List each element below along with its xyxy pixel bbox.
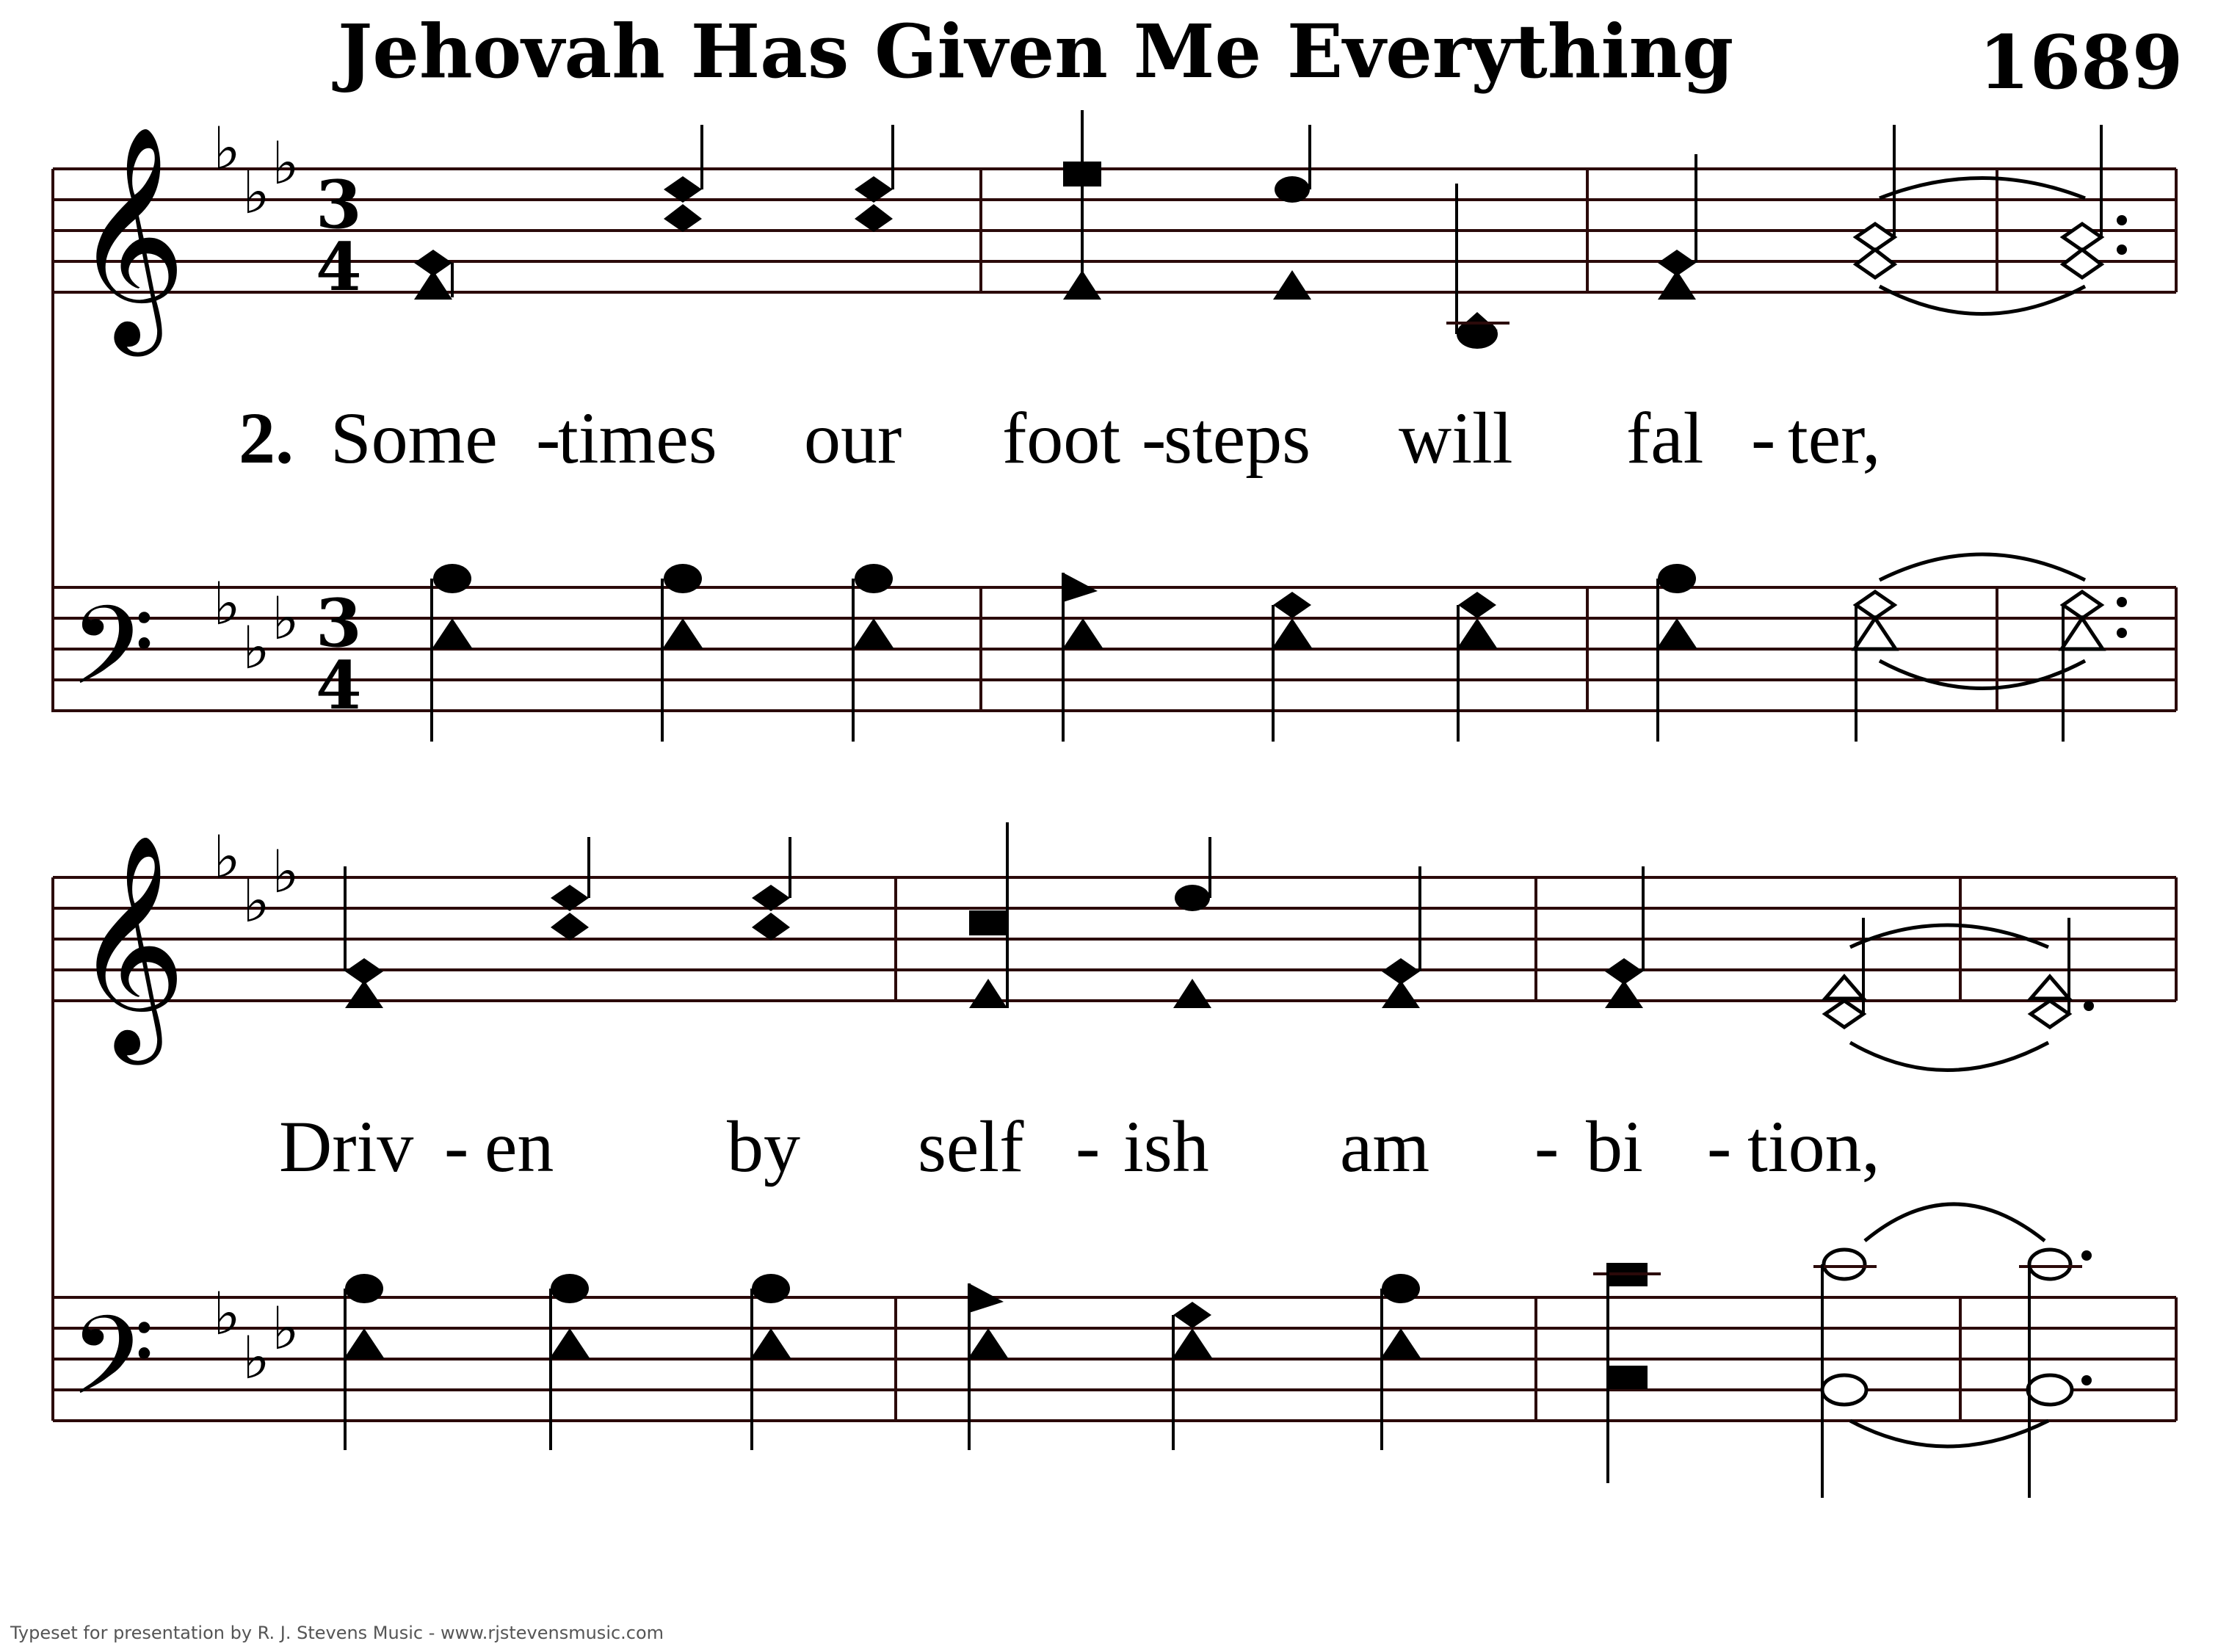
time-signature-bottom: 4 bbox=[316, 647, 362, 725]
flat-icon: ♭ bbox=[272, 129, 300, 198]
tie bbox=[1880, 178, 2085, 199]
flat-icon: ♭ bbox=[242, 159, 270, 227]
tie bbox=[1865, 1204, 2045, 1241]
system-1 bbox=[53, 110, 2176, 742]
lyric-syllable: ish bbox=[1123, 1106, 1209, 1187]
note bbox=[1272, 592, 1313, 742]
lyric-hyphen: - bbox=[1751, 397, 1776, 479]
tie bbox=[1850, 1043, 2048, 1070]
note bbox=[1457, 592, 1498, 742]
lyric-syllable: foot bbox=[1002, 397, 1121, 479]
lyric-syllable: ter, bbox=[1788, 397, 1881, 479]
flat-icon: ♭ bbox=[213, 1280, 241, 1348]
typeset-credit: Typeset for presentation by R. J. Stevens Music - www.rjstevensmusic.com bbox=[10, 1623, 664, 1643]
flat-icon: ♭ bbox=[213, 570, 241, 638]
note bbox=[855, 125, 893, 232]
lyrics-line-1 bbox=[239, 397, 1880, 479]
note bbox=[2019, 1250, 2092, 1498]
bass-notes-1 bbox=[432, 554, 2127, 742]
lyric-hyphen: - bbox=[1707, 1106, 1732, 1187]
note bbox=[549, 1274, 590, 1450]
note bbox=[2031, 918, 2094, 1027]
note bbox=[432, 564, 473, 742]
lyric-syllable: Driv bbox=[279, 1106, 414, 1187]
note bbox=[752, 837, 790, 941]
note bbox=[853, 564, 894, 742]
note bbox=[1382, 866, 1420, 1008]
lyric-syllable: steps bbox=[1164, 397, 1311, 479]
note bbox=[750, 1274, 791, 1450]
lyric-syllable: tion, bbox=[1747, 1106, 1880, 1187]
tie bbox=[1850, 1421, 2048, 1446]
note bbox=[1062, 573, 1103, 742]
note bbox=[1380, 1274, 1421, 1450]
lyric-syllable: times bbox=[558, 397, 717, 479]
flat-icon: ♭ bbox=[213, 115, 241, 183]
lyrics-line-2 bbox=[279, 1106, 1880, 1187]
note bbox=[1658, 154, 1696, 300]
flat-icon: ♭ bbox=[242, 614, 270, 682]
hymn-number: 1689 bbox=[1979, 19, 2183, 106]
note bbox=[1063, 110, 1101, 300]
lyric-syllable: fal bbox=[1626, 397, 1704, 479]
note bbox=[414, 250, 452, 300]
flat-icon: ♭ bbox=[272, 584, 300, 653]
verse-number: 2. bbox=[239, 397, 294, 479]
treble-clef-icon: 𝄞 bbox=[73, 125, 186, 347]
flat-icon: ♭ bbox=[272, 838, 300, 906]
note bbox=[1605, 866, 1643, 1008]
lyric-syllable: bi bbox=[1586, 1106, 1643, 1187]
note bbox=[344, 1274, 385, 1450]
treble-staff-2 bbox=[53, 877, 2176, 1001]
lyric-hyphen: - bbox=[444, 1106, 469, 1187]
system-2 bbox=[53, 822, 2176, 1498]
lyric-syllable: am bbox=[1340, 1106, 1430, 1187]
note bbox=[1656, 564, 1697, 742]
note bbox=[1172, 1302, 1213, 1450]
bass-clef-icon: 𝄢 bbox=[70, 583, 155, 736]
bass-notes-2 bbox=[344, 1204, 2092, 1498]
tie bbox=[1880, 286, 2085, 314]
lyric-syllable: will bbox=[1399, 397, 1513, 479]
tie bbox=[1880, 661, 2085, 689]
flat-icon: ♭ bbox=[213, 823, 241, 891]
tie bbox=[1880, 554, 2085, 580]
note bbox=[969, 822, 1007, 1008]
lyric-syllable: by bbox=[727, 1106, 800, 1187]
lyric-hyphen: - bbox=[1534, 1106, 1559, 1187]
lyric-syllable: self bbox=[918, 1106, 1024, 1187]
note bbox=[1813, 1250, 1877, 1498]
flat-icon: ♭ bbox=[272, 1294, 300, 1363]
note bbox=[662, 564, 703, 742]
note bbox=[664, 125, 702, 232]
note bbox=[968, 1283, 1009, 1450]
note bbox=[1446, 184, 1509, 349]
note bbox=[1273, 125, 1311, 300]
flat-icon: ♭ bbox=[242, 867, 270, 935]
bass-clef-icon: 𝄢 bbox=[70, 1293, 155, 1446]
time-signature-top: 3 bbox=[316, 166, 362, 244]
treble-notes-2 bbox=[345, 822, 2094, 1070]
note bbox=[551, 837, 589, 941]
lyric-syllable: Some bbox=[330, 397, 498, 479]
note bbox=[345, 866, 383, 1008]
treble-clef-icon: 𝄞 bbox=[73, 833, 186, 1055]
lyric-hyphen: - bbox=[1076, 1106, 1101, 1187]
flat-icon: ♭ bbox=[242, 1324, 270, 1392]
hymn-title: Jehovah Has Given Me Everything bbox=[338, 8, 1734, 95]
note bbox=[1825, 918, 1863, 1027]
note bbox=[1173, 837, 1211, 1008]
lyric-hyphen: - bbox=[536, 397, 561, 479]
lyric-hyphen: - bbox=[1142, 397, 1167, 479]
time-signature-top: 3 bbox=[316, 584, 362, 662]
treble-staff-1 bbox=[53, 169, 2176, 292]
time-signature-bottom: 4 bbox=[316, 228, 362, 306]
lyric-syllable: en bbox=[485, 1106, 554, 1187]
lyric-syllable: our bbox=[804, 397, 902, 479]
tie bbox=[1850, 925, 2048, 947]
